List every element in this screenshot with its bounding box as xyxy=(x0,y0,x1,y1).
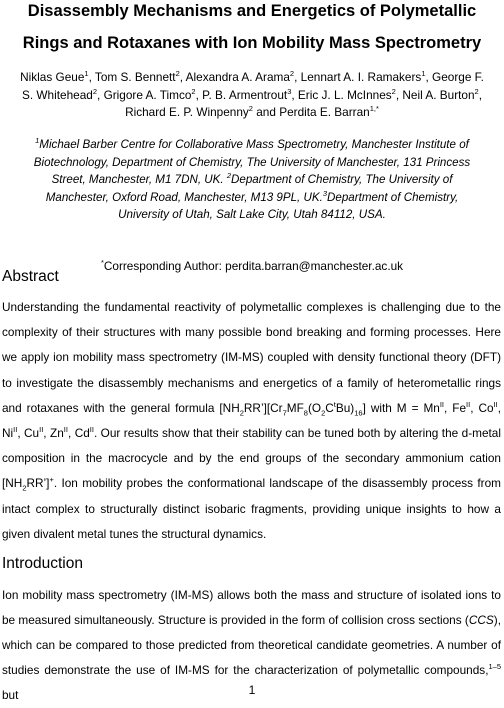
author: P. B. Armentrout$^3$ xyxy=(202,86,292,102)
author: Perdita E. Barran$^{1,*}$ xyxy=(279,104,379,119)
abstract-text: Understanding the fundamental reactivity of polymetallic complexes is challenging due to the complexity of their structures with many possible bond breaking and forming processes. Here we apply ion mobility mass spectrometry (IM-MS) coupled with density functional theory (DFT) to investigate the disassembly mechanisms and energetics of a family of heterometallic rings and rotaxanes with the general formula $[NH_2RR’][Cr_7MF_8(O_2C^tBu)_{16}]$ with $M = Mn^{II}$, $Fe^{II}$, $Co^{II}$, $Ni^{II}$, $Cu^{II}$, $Zn^{II}$, $Cd^{II}$. Our results show that their stability can be tuned both by altering the d-metal composition in the macrocycle and by the end groups of the secondary ammonium cation $[NH_2RR’]^+$. Ion mobility probes the conformational landscape of the disassembly process from intact complex to structurally distinct isobaric fragments, providing unique insights to how a given divalent metal tunes the structural dynamics. xyxy=(2,300,502,541)
author-list: Niklas Geue$^1$, Tom S. Bennett$^2$, Alexandra A. Arama$^2$, Lennart A. I. Ramakers$^1$, George F. S. Whitehead$^2$, Grigore A. Timco$^2$, P. B. Armentrout$^3$, Eric J. L. McInnes$^2$, Neil A. Burton$^2$, Richard E. P. Winpenny$^2$ and Perdita E. Barran$^{1,*}$ xyxy=(20,69,484,119)
author: Richard E. P. Winpenny$^2$ xyxy=(125,104,253,119)
author: Grigore A. Timco$^2$ xyxy=(103,86,196,102)
page-number: 1 xyxy=(248,683,256,697)
author: Tom S. Bennett$^2$ xyxy=(94,69,180,84)
author: Lennart A. I. Ramakers$^1$ xyxy=(300,69,426,84)
introduction-text: Ion mobility mass spectrometry (IM-MS) allows both the mass and structure of isolated ions to be measured simultaneously. Structure is provided in the form of collision cross sections (CCS), which can be compared to those predicted from theoretical candidate geometries. A number of studies demonstrate the use of IM-MS for the characterization of polymetallic compounds,$^{1-5}$ but xyxy=(2,588,501,702)
author: Alexandra A. Arama$^2$ xyxy=(185,69,295,84)
introduction-heading: Introduction xyxy=(2,555,83,572)
affiliations: $^1$Michael Barber Centre for Collaborative Mass Spectrometry, Manchester Institute of Biotechnology, Department of Chemistry, The University of Manchester, 131 Princess Street, Manchester, M1 7DN, UK. $^2$Department of Chemistry, The University of Manchester, Oxford Road, Manchester, M13 9PL, UK.$^3$Department of Chemistry, University of Utah, Salt Lake City, Utah 84112, USA. xyxy=(33,136,471,222)
corresponding-author: *Corresponding Author: perdita.barran@manchester.ac.uk xyxy=(100,258,404,273)
paper-title: Disassembly Mechanisms and Energetics of Polymetallic Rings and Rotaxanes with Ion Mobility Mass Spectrometry xyxy=(22,2,482,52)
author: Neil A. Burton$^2$ xyxy=(402,86,479,102)
author: Eric J. L. McInnes$^2$ xyxy=(297,86,396,102)
abstract-heading: Abstract xyxy=(2,268,59,285)
author: Niklas Geue$^1$ xyxy=(20,69,89,84)
author: George F. S. Whitehead$^2$ xyxy=(22,70,484,102)
reference-citation[interactable]: 1–5 xyxy=(488,662,501,672)
